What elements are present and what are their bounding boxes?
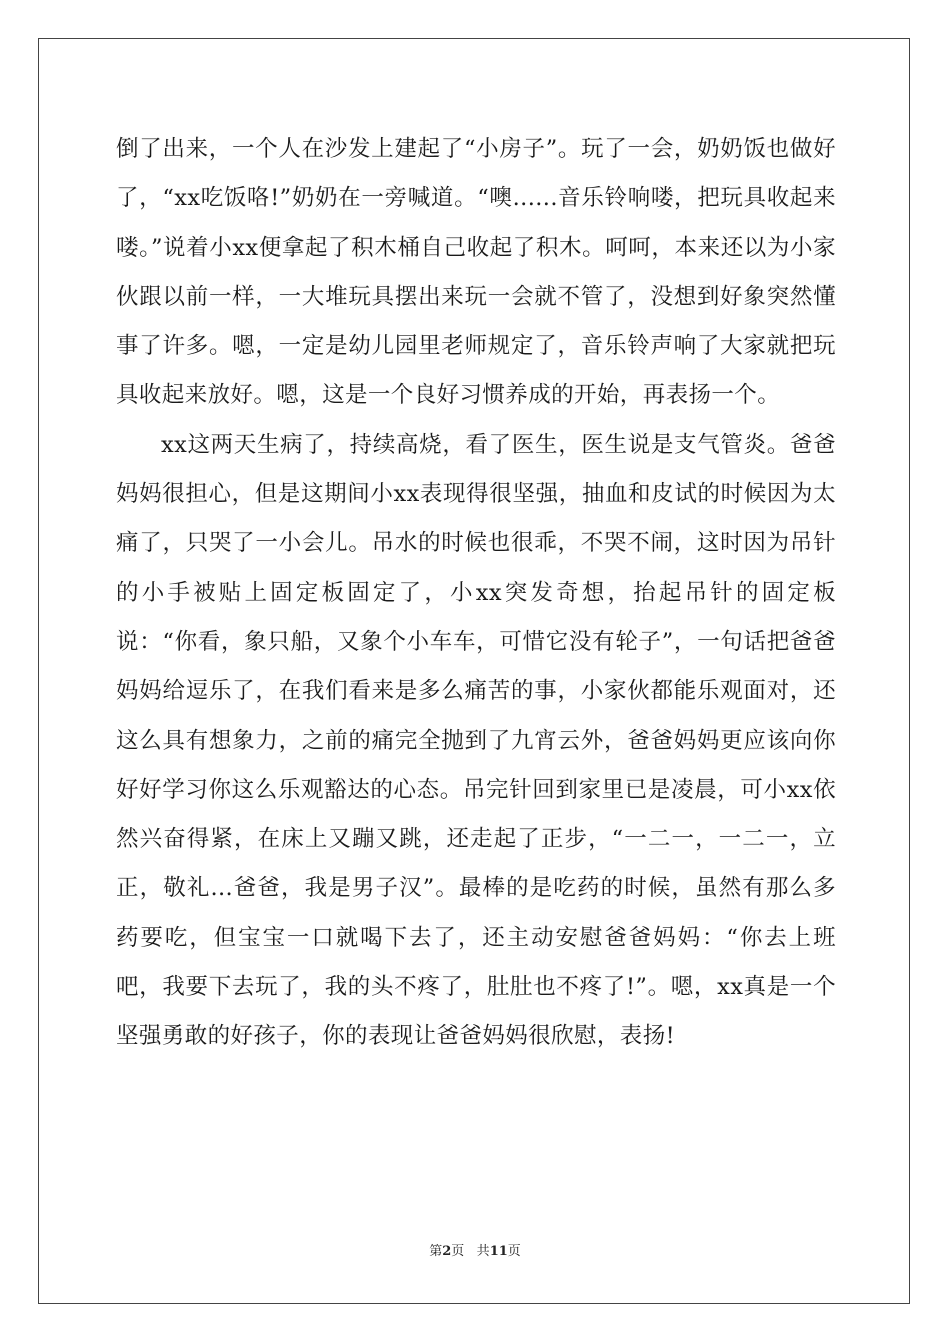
footer-page-suffix: 页 bbox=[451, 1244, 465, 1259]
total-pages-number: 11 bbox=[489, 1244, 508, 1259]
document-body bbox=[116, 125, 836, 1062]
footer-prefix: 第 bbox=[429, 1244, 443, 1259]
page-footer bbox=[0, 1240, 950, 1259]
paragraph-2: xx这两天生病了，持续高烧，看了医生，医生说是支气管炎。爸爸妈妈很担心，但是这期间小xx表现得很坚强，抽血和皮试的时候因为太痛了，只哭了一小会儿。吊水的时候也很乖，不哭不闹，这时因为吊针的小手被贴上固定板固定了，小xx突发奇想，抬起吊针的固定板说：“你看，象只船，又象个小车车，可惜它没有轮子”，一句话把爸爸妈妈给逗乐了，在我们看来是多么痛苦的事，小家伙都能乐观面对，还这么具有想象力，之前的痛完全抛到了九宵云外，爸爸妈妈更应该向你好好学习你这么乐观豁达的心态。吊完针回到家里已是凌晨，可小xx依然兴奋得紧，在床上又蹦又跳，还走起了正步，“一二一，一二一，立正，敬礼...爸爸，我是男子汉”。最棒的是吃药的时候，虽然有那么多药要吃，但宝宝一口就喝下去了，还主动安慰爸爸妈妈：“你去上班吧，我要下去玩了，我的头不疼了，肚肚也不疼了!”。嗯，xx真是一个坚强勇敢的好孩子，你的表现让爸爸妈妈很欣慰，表扬! bbox=[116, 431, 836, 1050]
footer-total-suffix: 页 bbox=[507, 1244, 521, 1259]
footer-total-prefix: 共 bbox=[476, 1244, 490, 1259]
current-page-number: 2 bbox=[442, 1244, 452, 1259]
paragraph-1: 倒了出来，一个人在沙发上建起了“小房子”。玩了一会，奶奶饭也做好了，“xx吃饭咯!”奶奶在一旁喊道。“噢......音乐铃响喽，把玩具收起来喽。”说着小xx便拿起了积木桶自己收起了积木。呵呵，本来还以为小家伙跟以前一样，一大堆玩具摆出来玩一会就不管了，没想到好象突然懂事了许多。嗯，一定是幼儿园里老师规定了，音乐铃声响了大家就把玩具收起来放好。嗯，这是一个良好习惯养成的开始，再表扬一个。 bbox=[116, 136, 836, 409]
